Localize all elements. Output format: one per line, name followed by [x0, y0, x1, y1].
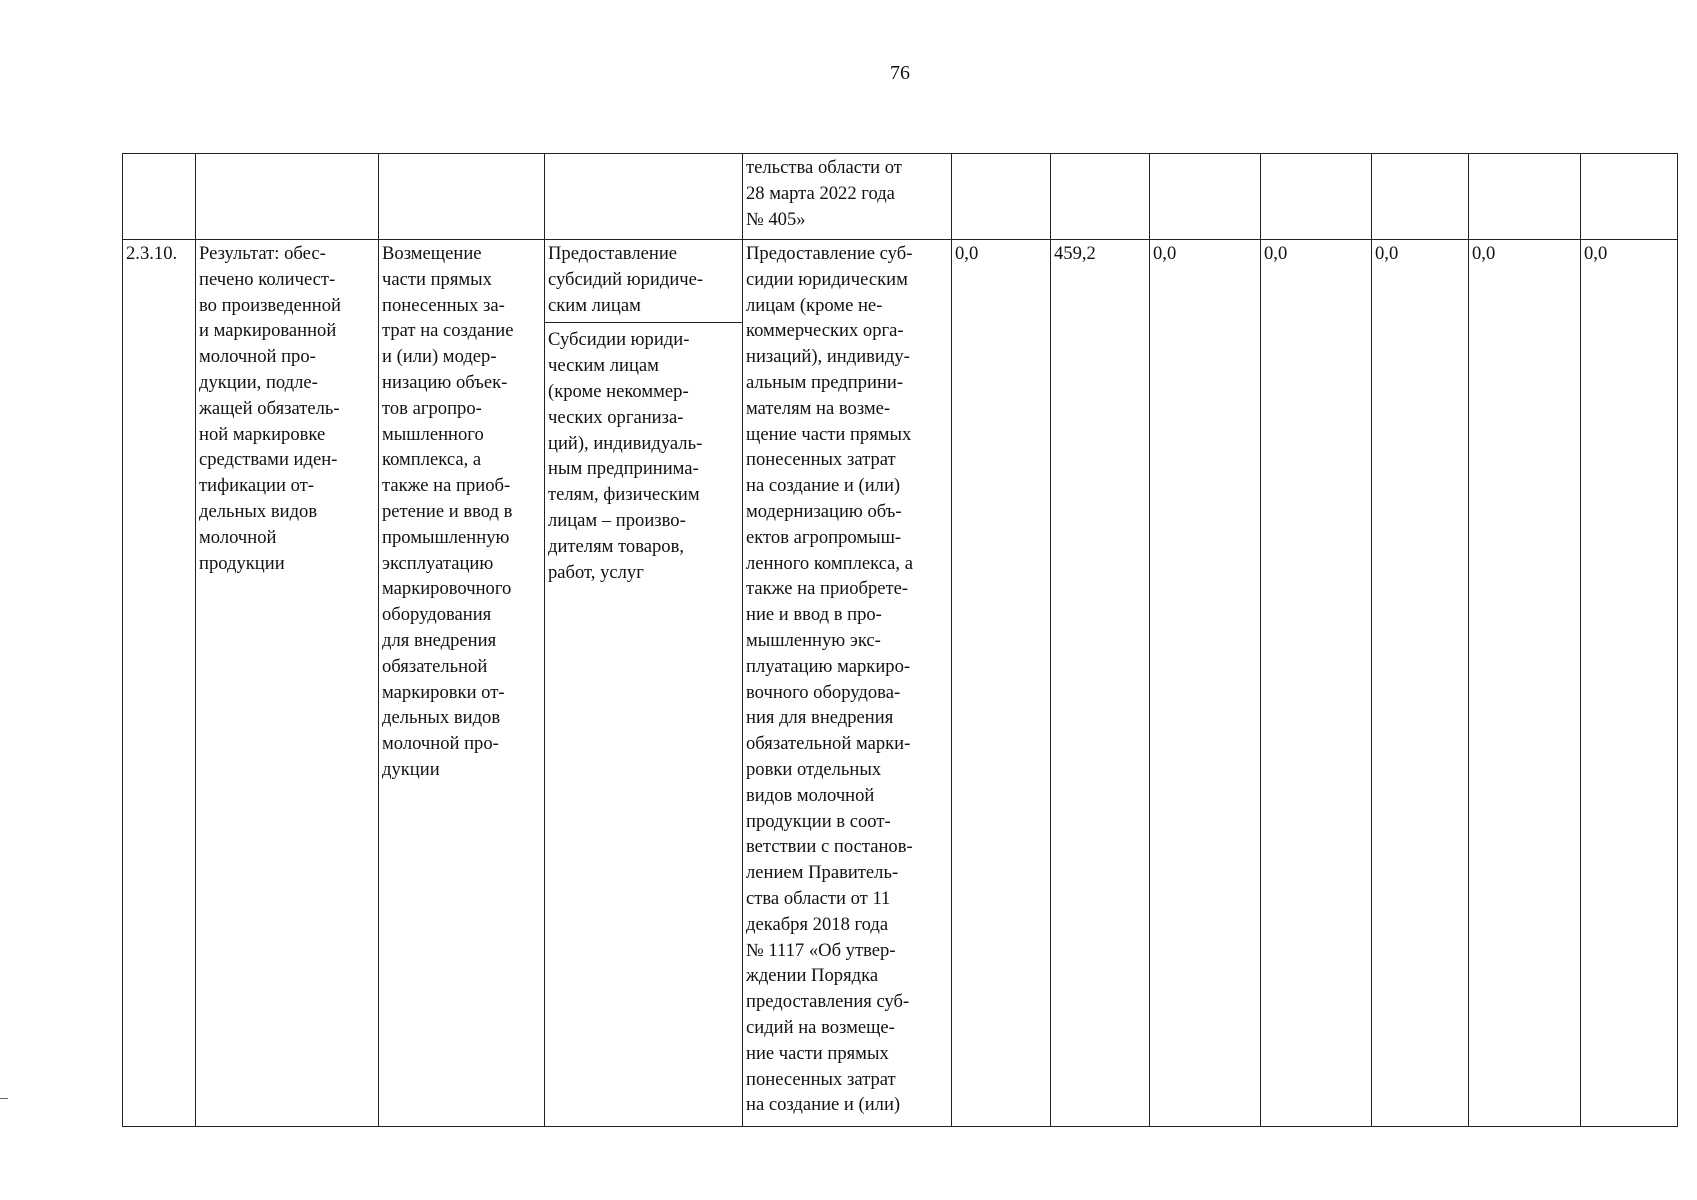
text-line: вочного оборудова-	[746, 681, 901, 703]
text-line: обязательной	[382, 655, 488, 677]
empty-cell	[1469, 154, 1581, 240]
text-line: понесенных за-	[382, 294, 505, 316]
type-cell	[545, 240, 743, 1127]
text-line: ным предпринима-	[548, 458, 699, 480]
text-line: дукции	[382, 758, 440, 780]
text-line: и маркированной	[199, 320, 337, 342]
text-line: оборудования	[382, 604, 492, 626]
text-line: обязательной марки-	[746, 733, 911, 755]
text-line: видов молочной	[746, 784, 875, 806]
text-line: ной маркировке	[199, 423, 326, 445]
text-line: низацию объек-	[382, 371, 508, 393]
text-line: дельных видов	[199, 500, 318, 522]
empty-cell	[952, 154, 1051, 240]
value-cell: 0,0	[1261, 240, 1372, 1127]
text-line: № 405»	[746, 208, 806, 230]
program-table	[122, 153, 1678, 1127]
text-line: лением Правитель-	[746, 862, 899, 884]
text-line: во произведенной	[199, 294, 341, 316]
text-line: ектов агропромыш-	[746, 526, 902, 548]
text-line: мышленную экс-	[746, 629, 881, 651]
text-line: Субсидии юриди-	[548, 329, 690, 351]
text-line: также на приоб-	[382, 475, 511, 497]
text-line: продукции в соот-	[746, 810, 891, 832]
text-line: лицам – произво-	[548, 509, 686, 531]
continuation-row	[123, 154, 1678, 240]
result-cell	[196, 240, 379, 1127]
value-cell: 0,0	[1469, 240, 1581, 1127]
text-line: альным предприни-	[746, 371, 904, 393]
text-line: молочной	[199, 526, 277, 548]
text-line: ческих организа-	[548, 406, 684, 428]
empty-cell	[379, 154, 545, 240]
text-line: трат на создание	[382, 320, 514, 342]
type-subcell-bottom	[548, 323, 739, 585]
margin-mark	[0, 1098, 8, 1099]
text-line: маркировки от-	[382, 681, 505, 703]
value-cell: 459,2	[1051, 240, 1150, 1127]
text-line: жащей обязатель-	[199, 397, 340, 419]
text-line: модернизацию объ-	[746, 500, 902, 522]
text-line: сидии юридическим	[746, 268, 908, 290]
text-line: сидий на возмеще-	[746, 1016, 895, 1038]
text-line: также на приобрете-	[746, 578, 909, 600]
row-number: 2.3.10.	[123, 240, 196, 1127]
text-line: Результат: обес-	[199, 243, 326, 264]
page-number: 76	[890, 62, 910, 84]
text-line: ние части прямых	[746, 1042, 889, 1064]
text-line: дельных видов	[382, 707, 501, 729]
text-line: понесенных затрат	[746, 449, 896, 471]
value-cell: 0,0	[1372, 240, 1469, 1127]
text-line: тельства области от	[746, 157, 902, 178]
text-line: ческим лицам	[548, 355, 659, 377]
text-line: понесенных затрат	[746, 1068, 896, 1090]
basis-cell	[743, 240, 952, 1127]
text-line: эксплуатацию	[382, 552, 494, 574]
text-line: работ, услуг	[548, 561, 644, 583]
empty-cell	[123, 154, 196, 240]
text-line: продукции	[199, 552, 285, 574]
table-row	[123, 240, 1678, 1127]
text-line: ства области от 11	[746, 887, 891, 909]
basis-continuation-cell	[743, 154, 952, 240]
text-line: мателям на возме-	[746, 397, 891, 419]
text-line: низаций), индивиду-	[746, 346, 910, 368]
text-line: молочной про-	[199, 346, 316, 368]
text-line: и (или) модер-	[382, 346, 497, 368]
text-line: 28 марта 2022 года	[746, 182, 895, 204]
text-line: декабря 2018 года	[746, 913, 889, 935]
text-line: мышленного	[382, 423, 484, 445]
text-line: ленного комплекса, а	[746, 552, 913, 574]
empty-cell	[1150, 154, 1261, 240]
text-line: субсидий юридиче-	[548, 268, 704, 290]
text-line: телям, физическим	[548, 484, 700, 506]
text-line: ждении Порядка	[746, 965, 879, 987]
text-line: комплекса, а	[382, 449, 482, 471]
text-line: (кроме некоммер-	[548, 380, 689, 402]
empty-cell	[1051, 154, 1150, 240]
empty-cell	[1372, 154, 1469, 240]
text-line: № 1117 «Об утвер-	[746, 939, 896, 961]
text-line: тов агропро-	[382, 397, 482, 419]
text-line: коммерческих орга-	[746, 320, 904, 342]
text-line: Возмещение	[382, 243, 482, 264]
text-line: на создание и (или)	[746, 1094, 901, 1116]
empty-cell	[196, 154, 379, 240]
text-line: части прямых	[382, 268, 492, 290]
type-subcell-top	[545, 241, 742, 323]
text-line: ций), индивидуаль-	[548, 432, 703, 454]
text-line: тификации от-	[199, 475, 314, 497]
text-line: дителям товаров,	[548, 535, 685, 557]
text-line: дукции, подле-	[199, 371, 318, 393]
value-cell: 0,0	[1581, 240, 1678, 1127]
text-line: маркировочного	[382, 578, 512, 600]
text-line: ветствии с постанов-	[746, 836, 913, 858]
text-line: печено количест-	[199, 268, 336, 290]
text-line: ретение и ввод в	[382, 500, 513, 522]
empty-cell	[1261, 154, 1372, 240]
value-cell: 0,0	[952, 240, 1051, 1127]
text-line: промышленную	[382, 526, 510, 548]
text-line: Предоставление суб-	[746, 243, 913, 264]
text-line: ние и ввод в про-	[746, 604, 882, 626]
text-line: щение части прямых	[746, 423, 912, 445]
empty-cell	[545, 154, 743, 240]
text-line: плуатацию маркиро-	[746, 655, 911, 677]
text-line: для внедрения	[382, 629, 497, 651]
value-cell: 0,0	[1150, 240, 1261, 1127]
text-line: лицам (кроме не-	[746, 294, 883, 316]
text-line: ским лицам	[548, 294, 641, 316]
text-line: предоставления суб-	[746, 991, 910, 1013]
text-line: ния для внедрения	[746, 707, 894, 729]
empty-cell	[1581, 154, 1678, 240]
text-line: ровки отдельных	[746, 758, 882, 780]
text-line: молочной про-	[382, 733, 499, 755]
text-line: на создание и (или)	[746, 475, 901, 497]
text-line: средствами иден-	[199, 449, 338, 471]
measure-cell	[379, 240, 545, 1127]
text-line: Предоставление	[548, 243, 678, 264]
